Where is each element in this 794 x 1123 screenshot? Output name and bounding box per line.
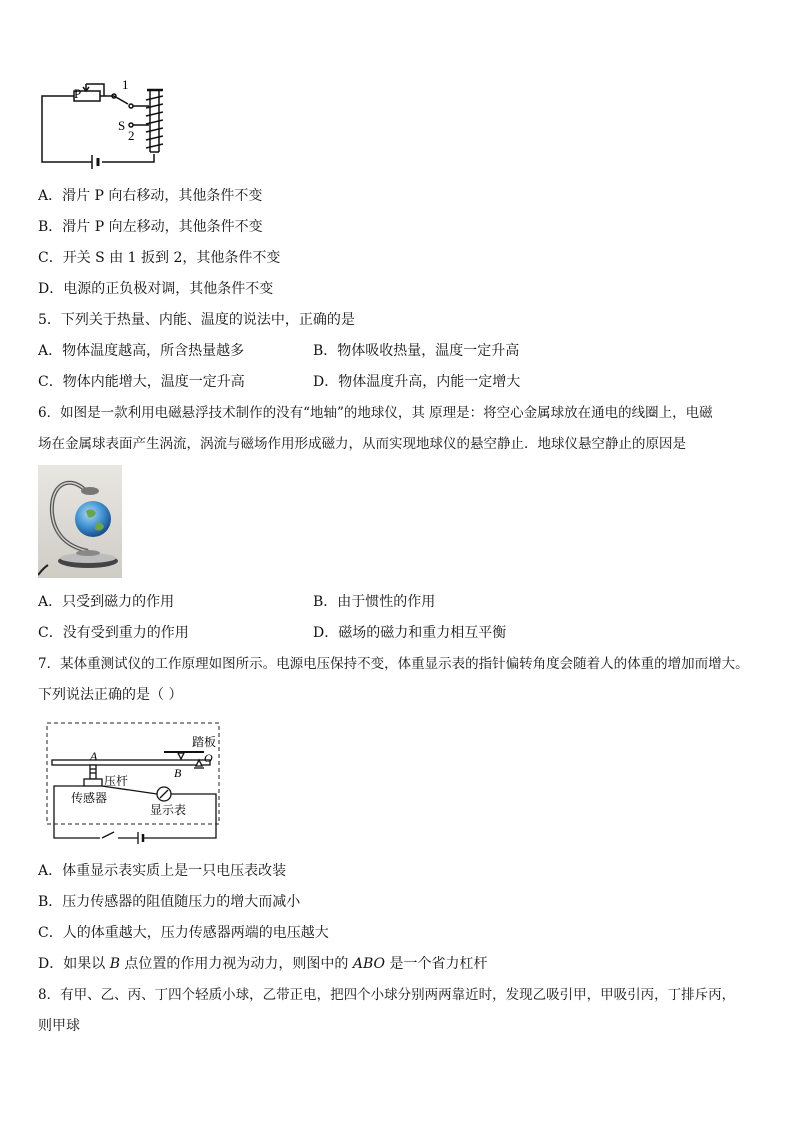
q4-option-d: D．电源的正负极对调，其他条件不变 <box>38 281 274 297</box>
q4-option-c: C．开关 S 由 1 扳到 2，其他条件不变 <box>38 250 281 266</box>
q6-option-d: D．磁场的磁力和重力相互平衡 <box>313 625 507 641</box>
sensor-label: 传感器 <box>71 791 108 805</box>
q7-stem-line1: 7．某体重测试仪的工作原理如图所示。电源电压保持不变，体重显示表的指针偏转角度会随着人的体重的增加而增大。 <box>38 656 749 672</box>
press-rod-label: 压杆 <box>104 774 129 788</box>
switch-s-label: S <box>118 118 126 133</box>
point-a-label: A <box>90 749 98 763</box>
slider-p-label: P <box>74 86 82 101</box>
q4-option-b: B．滑片 P 向左移动，其他条件不变 <box>38 219 263 235</box>
q7-option-d-point-b: B <box>109 956 120 972</box>
q7-option-d-lever-abo: ABO <box>352 956 386 972</box>
terminal-2-label: 2 <box>128 128 135 143</box>
pedal-label: 踏板 <box>192 735 217 749</box>
q6-option-a: A．只受到磁力的作用 <box>38 594 175 610</box>
q5-option-b: B．物体吸收热量，温度一定升高 <box>313 343 520 359</box>
q7-option-d-suffix: 是一个省力杠杆 <box>385 956 488 972</box>
q5-option-c: C．物体内能增大，温度一定升高 <box>38 374 245 390</box>
electromagnet-circuit-figure <box>38 78 178 170</box>
weight-scale-figure <box>44 720 222 846</box>
levitating-globe-photo <box>38 465 122 578</box>
q6-stem-line2: 场在金属球表面产生涡流，涡流与磁场作用形成磁力，从而实现地球仪的悬空静止．地球仪悬空静止的原因是 <box>38 436 686 452</box>
point-b-label: B <box>174 766 182 780</box>
q4-option-a: A．滑片 P 向右移动，其他条件不变 <box>38 188 263 204</box>
q6-option-b: B．由于惯性的作用 <box>313 594 436 610</box>
q8-stem-line1: 8．有甲、乙、丙、丁四个轻质小球，乙带正电，把四个小球分别两两靠近时，发现乙吸引甲，甲吸引丙，丁排斥丙， <box>38 987 736 1003</box>
q8-stem-line2: 则甲球 <box>38 1018 80 1034</box>
q7-option-c: C．人的体重越大，压力传感器两端的电压越大 <box>38 925 329 941</box>
q6-option-c: C．没有受到重力的作用 <box>38 625 189 641</box>
q7-option-d-prefix: D．如果以 <box>38 956 110 972</box>
q5-stem: 5．下列关于热量、内能、温度的说法中，正确的是 <box>38 312 355 328</box>
q6-stem-line1: 6．如图是一款利用电磁悬浮技术制作的没有“地轴”的地球仪，其 原理是：将空心金属球放在通电的线圈上，电磁 <box>38 405 713 421</box>
q7-stem-line2: 下列说法正确的是（ ） <box>38 687 183 703</box>
q7-option-d-middle: 点位置的作用力视为动力，则图中的 <box>119 956 353 972</box>
q5-option-a: A．物体温度越高，所含热量越多 <box>38 343 245 359</box>
point-o-label: O <box>204 751 213 765</box>
q7-option-b: B．压力传感器的阻值随压力的增大而减小 <box>38 894 301 910</box>
q7-option-a: A．体重显示表实质上是一只电压表改装 <box>38 863 287 879</box>
meter-label: 显示表 <box>150 803 187 817</box>
q7-option-d <box>38 954 487 974</box>
terminal-1-label: 1 <box>122 78 129 92</box>
q5-option-d: D．物体温度升高，内能一定增大 <box>313 374 521 390</box>
